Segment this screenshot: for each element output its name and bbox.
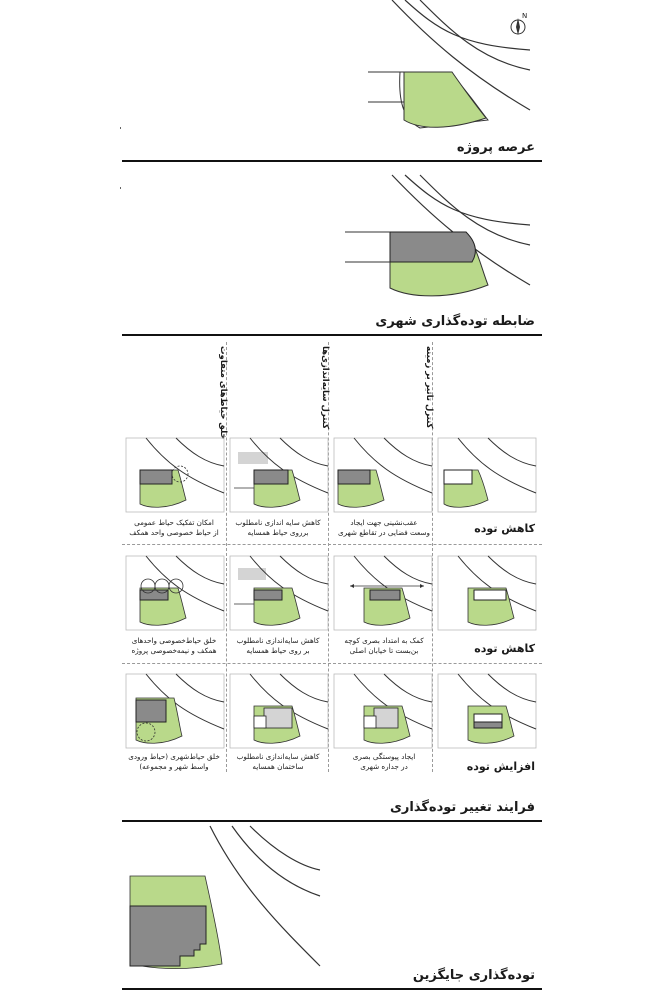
alternative-title: توده‌گذاری جایگزین xyxy=(412,968,535,983)
column-header: خلق حیاط‌های متفاوت xyxy=(218,346,228,440)
tile xyxy=(438,674,536,748)
caption: کاهش سایه اندازی نامطلوب برروی حیاط همسایه xyxy=(235,518,321,537)
column-header: کنترل سایه‌اندازی‌ها xyxy=(320,346,330,430)
process-title: فرایند تغییر توده‌گذاری xyxy=(389,800,535,815)
section-rule xyxy=(122,820,542,822)
row2-diagrams xyxy=(0,556,667,636)
row-label: کاهش توده xyxy=(474,642,535,655)
alternative-diagram xyxy=(0,826,667,976)
compass-label: N xyxy=(522,12,528,20)
tile xyxy=(334,438,432,512)
caption: ایجاد پیوستگی بصری در جداره شهری xyxy=(352,752,416,771)
caption: خلق حیاط‌شهری (حیاط ورودی واسط شهر و مجموعه) xyxy=(128,752,220,771)
site-plan-diagram xyxy=(0,0,667,140)
tile xyxy=(126,674,224,748)
tile xyxy=(126,556,224,630)
caption: کمک به امتداد بصری کوچه بن‌بست تا خیابان اصلی xyxy=(344,636,424,655)
row-label: افزایش توده xyxy=(466,760,535,773)
tile xyxy=(126,438,224,512)
caption: کاهش سایه‌اندازی نامطلوب بر روی حیاط همسایه xyxy=(236,636,320,655)
section-rule xyxy=(122,988,542,990)
tile xyxy=(230,674,328,748)
tile xyxy=(230,556,328,630)
tile xyxy=(230,438,328,512)
caption: امکان تفکیک حیاط عمومی از حیاط خصوصی واحد همکف xyxy=(129,518,219,537)
row3-diagrams xyxy=(0,674,667,754)
tile xyxy=(334,556,432,630)
row-divider xyxy=(122,663,542,664)
regulation-title: ضابطه توده‌گذاری شهری xyxy=(375,314,535,329)
caption: عقب‌نشینی جهت ایجاد وسعت فضایی در تقاطع شهری xyxy=(338,518,430,537)
caption: خلق حیاط‌خصوصی واحدهای همکف و نیمه‌خصوصی پروژه xyxy=(131,636,217,655)
regulation-diagram xyxy=(0,170,667,310)
tile xyxy=(438,438,536,512)
row-label: کاهش توده xyxy=(474,522,535,535)
section-rule xyxy=(122,160,542,162)
row1-diagrams xyxy=(0,438,667,518)
tile xyxy=(334,674,432,748)
caption: کاهش سایه‌اندازی نامطلوب ساختمان همسایه xyxy=(236,752,320,771)
section-rule xyxy=(122,334,542,336)
row-divider xyxy=(122,544,542,545)
compass xyxy=(508,14,528,36)
column-header: کنترل تاثیر بر زمینه xyxy=(424,346,434,429)
tile xyxy=(438,556,536,630)
site-title: عرصه پروژه xyxy=(456,140,535,155)
